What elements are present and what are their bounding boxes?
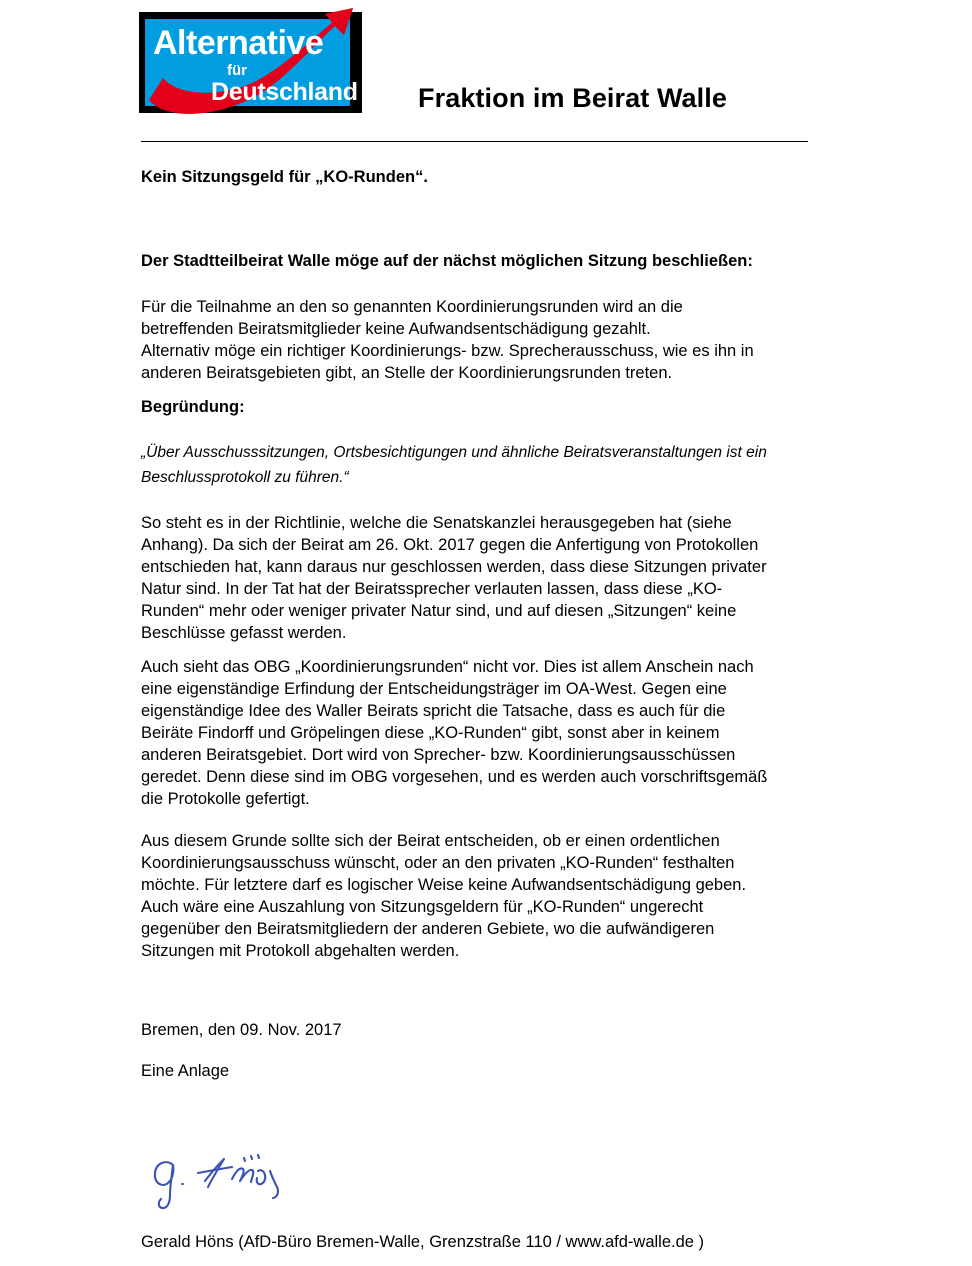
text-line: möchte. Für letztere darf es logischer Weise keine Aufwandsentschädigung geben. — [141, 876, 747, 894]
text-line: betreffenden Beiratsmitglieder keine Aufwandsentschädigung gezahlt. — [141, 320, 651, 338]
text-line: Aus diesem Grunde sollte sich der Beirat entscheiden, ob er einen ordentlichen — [141, 832, 720, 850]
text-line: anderen Beiratsgebieten gibt, an Stelle der Koordinierungsrunden treten. — [141, 364, 673, 382]
text-line: Anhang). Da sich der Beirat am 26. Okt. 2017 gegen die Anfertigung von Protokollen — [141, 536, 759, 554]
text-line: Koordinierungsausschuss wünscht, oder an den privaten „KO-Runden“ festhalten — [141, 854, 735, 872]
text-line: die Protokolle gefertigt. — [141, 790, 310, 808]
logo-word-alternative: Alternative — [153, 24, 324, 62]
text-line: Beschlussprotokoll zu führen.“ — [141, 469, 349, 486]
header-divider — [141, 141, 808, 142]
text-line: Für die Teilnahme an den so genannten Koordinierungsrunden wird an die — [141, 298, 683, 316]
text-line: Auch wäre eine Auszahlung von Sitzungsgeldern für „KO-Runden“ ungerecht — [141, 898, 704, 916]
quote-guideline — [141, 440, 831, 490]
text-line: Auch sieht das OBG „Koordinierungsrunden“ nicht vor. Dies ist allem Anschein nach — [141, 658, 754, 676]
paragraph-three — [141, 830, 838, 962]
text-line: Beiräte Findorff und Gröpelingen diese „KO-Runden“ gibt, sonst aber in keinem — [141, 724, 720, 742]
text-line: entschieden hat, kann daraus nur geschlossen werden, dass diese Sitzungen privater — [141, 558, 767, 576]
document-header — [0, 0, 972, 150]
footer-contact: Gerald Höns (AfD-Büro Bremen-Walle, Grenzstraße 110 / www.afd-walle.de ) — [141, 1233, 705, 1251]
signature-date: Bremen, den 09. Nov. 2017 — [141, 1021, 342, 1039]
resolution-text — [141, 296, 838, 384]
heading-reason: Begründung: — [141, 398, 245, 416]
logo-word-fuer: für — [227, 62, 247, 79]
paragraph-two — [141, 656, 838, 810]
text-line: gegenüber den Beiratsmitgliedern der anderen Gebiete, wo die aufwändigeren — [141, 920, 715, 938]
afd-logo — [139, 12, 362, 113]
text-line: geredet. Denn diese sind im OBG vorgesehen, und es werden auch vorschriftsgemäß — [141, 768, 768, 786]
resolution-call: Der Stadtteilbeirat Walle möge auf der nächst möglichen Sitzung beschließen: — [141, 252, 753, 270]
logo-word-deutschland: Deutschland — [211, 78, 358, 106]
text-line: Beschlüsse gefasst werden. — [141, 624, 347, 642]
text-line: Sitzungen mit Protokoll abgehalten werden. — [141, 942, 460, 960]
handwritten-signature — [148, 1143, 308, 1215]
text-line: anderen Beiratsgebiet. Dort wird von Sprecher- bzw. Koordinierungsausschüssen — [141, 746, 736, 764]
text-line: Runden“ mehr oder weniger privater Natur sind, und auf diesen „Sitzungen“ keine — [141, 602, 737, 620]
text-line: So steht es in der Richtlinie, welche die Senatskanzlei herausgegeben hat (siehe — [141, 514, 732, 532]
text-line: eigenständige Idee des Waller Beirats spricht die Tatsache, dass es auch für die — [141, 702, 726, 720]
paragraph-one — [141, 512, 838, 644]
text-line: eine eigenständige Erfindung der Entscheidungsträger im OA-West. Gegen eine — [141, 680, 727, 698]
heading-demand: Kein Sitzungsgeld für „KO-Runden“. — [141, 168, 428, 186]
text-line: Alternativ möge ein richtiger Koordinierungs- bzw. Sprecherausschuss, wie es ihn in — [141, 342, 754, 360]
attachment-note: Eine Anlage — [141, 1062, 230, 1080]
page-title: Fraktion im Beirat Walle — [418, 83, 727, 113]
text-line: „Über Ausschusssitzungen, Ortsbesichtigungen und ähnliche Beiratsveranstaltungen ist ein — [141, 444, 767, 461]
text-line: Natur sind. In der Tat hat der Beiratssprecher verlauten lassen, dass diese „KO- — [141, 580, 723, 598]
